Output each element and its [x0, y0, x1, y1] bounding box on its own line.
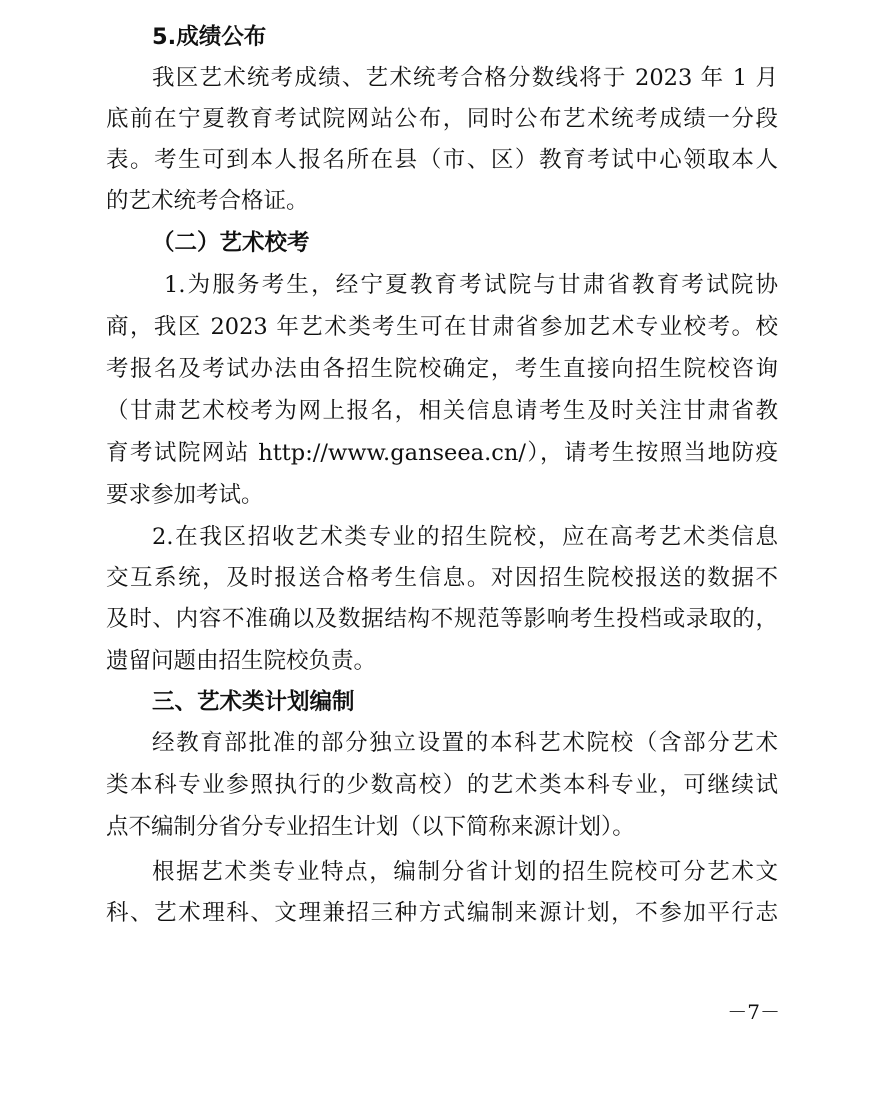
paragraph-line: 经教育部批准的部分独立设置的本科艺术院校（含部分艺术 — [152, 730, 778, 756]
paragraph-line: 育考试院网站 http://www.ganseea.cn/），请考生按照当地防疫 — [106, 440, 778, 466]
paragraph-line: 要求参加考试。 — [106, 482, 264, 508]
paragraph-line: 1.为服务考生，经宁夏教育考试院与甘肃省教育考试院协 — [164, 272, 778, 298]
paragraph-line: 考报名及考试办法由各招生院校确定，考生直接向招生院校咨询 — [106, 356, 778, 382]
page-number: －7－ — [727, 1000, 780, 1024]
paragraph-line: 表。考生可到本人报名所在县（市、区）教育考试中心领取本人 — [106, 147, 778, 173]
paragraph-line: 点不编制分省分专业招生计划（以下简称来源计划）。 — [106, 814, 635, 840]
paragraph-line: 科、艺术理科、文理兼招三种方式编制来源计划，不参加平行志 — [106, 900, 778, 926]
section-heading-plan: 三、艺术类计划编制 — [152, 689, 355, 715]
section-heading-school-exam: （二）艺术校考 — [152, 230, 310, 256]
paragraph-line: （甘肃艺术校考为网上报名，相关信息请考生及时关注甘肃省教 — [106, 398, 778, 424]
paragraph-line: 遗留问题由招生院校负责。 — [106, 648, 377, 674]
section-heading-results: 5.成绩公布 — [152, 24, 267, 50]
paragraph-line: 根据艺术类专业特点，编制分省计划的招生院校可分艺术文 — [152, 859, 778, 885]
paragraph-line: 类本科专业参照执行的少数高校）的艺术类本科专业，可继续试 — [106, 772, 778, 798]
paragraph-line: 的艺术统考合格证。 — [106, 188, 309, 214]
paragraph-line: 及时、内容不准确以及数据结构不规范等影响考生投档或录取的， — [106, 606, 778, 632]
paragraph-line: 我区艺术统考成绩、艺术统考合格分数线将于 2023 年 1 月 — [152, 65, 778, 91]
paragraph-line: 2.在我区招收艺术类专业的招生院校，应在高考艺术类信息 — [152, 524, 778, 550]
paragraph-line: 底前在宁夏教育考试院网站公布，同时公布艺术统考成绩一分段 — [106, 106, 778, 132]
paragraph-line: 交互系统，及时报送合格考生信息。对因招生院校报送的数据不 — [106, 565, 778, 591]
paragraph-line: 商，我区 2023 年艺术类考生可在甘肃省参加艺术专业校考。校 — [106, 314, 778, 340]
